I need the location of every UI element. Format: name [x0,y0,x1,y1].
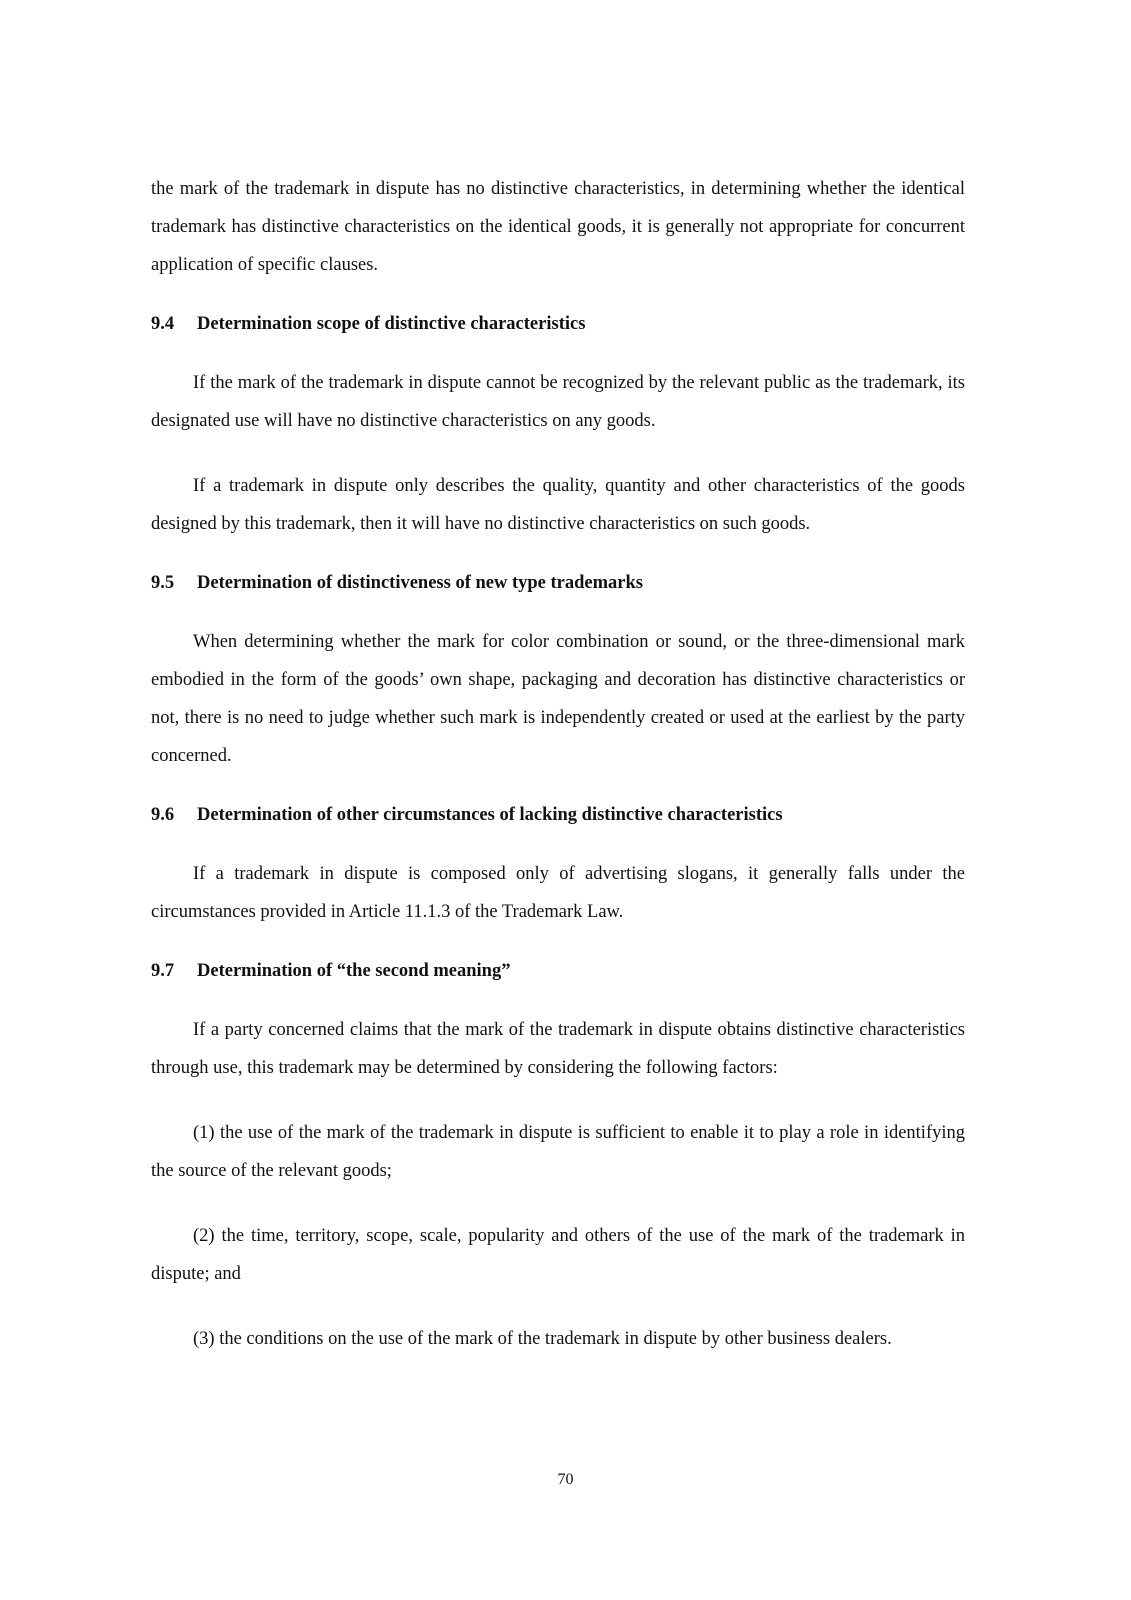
section-title: Determination scope of distinctive characteristics [197,314,586,334]
section-number: 9.7 [151,961,175,981]
section-number: 9.6 [151,805,175,825]
paragraph: If a party concerned claims that the mark of the trademark in dispute obtains distinctive characteristics through use, this trademark may be determined by considering the following factors: [151,1020,965,1078]
section-title: Determination of other circumstances of lacking distinctive characteristics [197,805,783,825]
section-title: Determination of distinctiveness of new type trademarks [197,573,643,593]
paragraph: If a trademark in dispute is composed only of advertising slogans, it generally falls under the circumstances provided in Article 11.1.3 of the Trademark Law. [151,864,965,922]
paragraph: If the mark of the trademark in dispute cannot be recognized by the relevant public as the trademark, its designated use will have no distinctive characteristics on any goods. [151,373,965,431]
page-number: 70 [557,1471,574,1488]
section-title: Determination of “the second meaning” [197,961,511,981]
list-item-factor-1: (1) the use of the mark of the trademark in dispute is sufficient to enable it to play a role in identifying the source of the relevant goods; [151,1123,965,1181]
list-item-factor-3: (3) the conditions on the use of the mark of the trademark in dispute by other business dealers. [193,1329,892,1349]
section-heading-9-4 [151,311,965,337]
section-heading-9-6 [151,802,965,828]
list-item-factor-2: (2) the time, territory, scope, scale, popularity and others of the use of the mark of the trademark in dispute; and [151,1226,965,1284]
section-number: 9.5 [151,573,175,593]
section-heading-9-7 [151,958,965,984]
page-body [151,170,965,1358]
section-number: 9.4 [151,314,175,334]
paragraph: When determining whether the mark for color combination or sound, or the three-dimensional mark embodied in the form of the goods’ own shape, packaging and decoration has distinctive characteristics or not, there is no need to judge whether such mark is independently created or used at the earliest by the party concerned. [151,632,965,766]
paragraph: If a trademark in dispute only describes the quality, quantity and other characteristics of the goods designed by this trademark, then it will have no distinctive characteristics on such goods. [151,476,965,534]
paragraph-continuation: the mark of the trademark in dispute has no distinctive characteristics, in determining whether the identical trademark has distinctive characteristics on the identical goods, it is generally not appropriate for concurrent application of specific clauses. [151,179,965,275]
section-heading-9-5 [151,570,965,596]
